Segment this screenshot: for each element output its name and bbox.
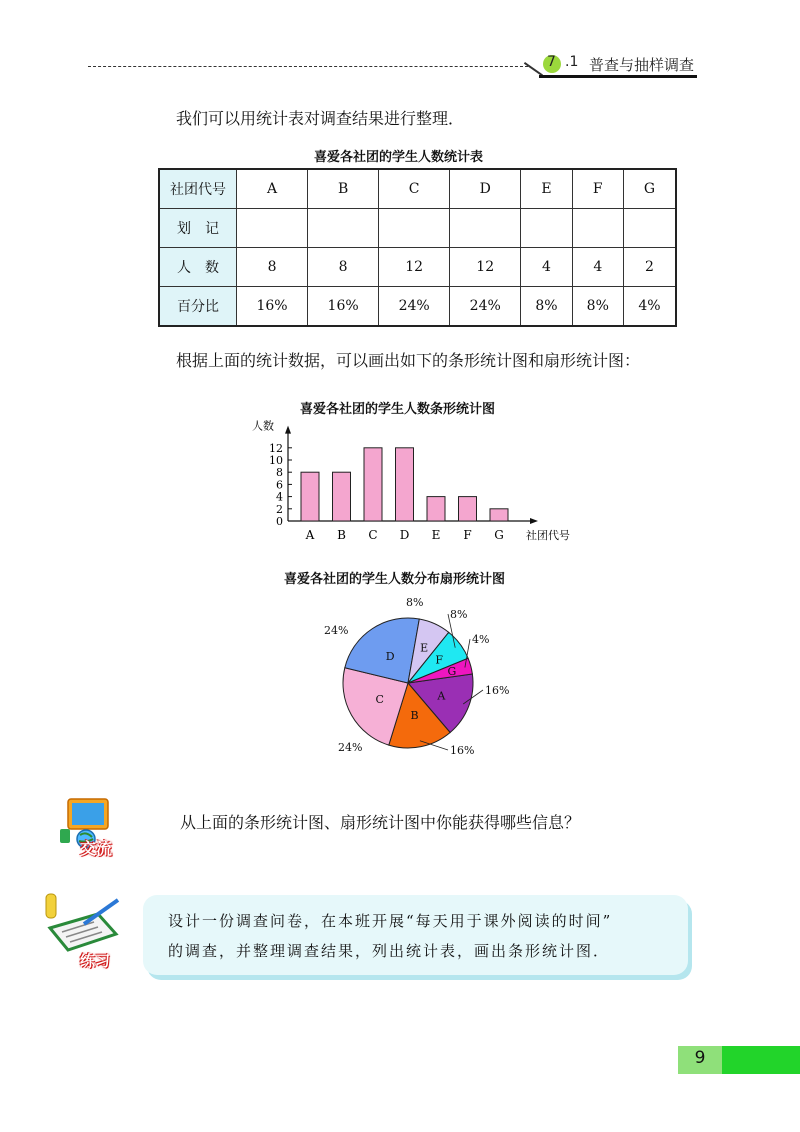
pie-percent-label: 16% xyxy=(485,684,510,697)
table-row-percent xyxy=(159,287,676,327)
percent-cell: 24% xyxy=(450,287,521,327)
y-tick-label: 4 xyxy=(276,490,283,504)
percent-cell: 24% xyxy=(379,287,450,327)
pie-slice-label: D xyxy=(385,649,395,663)
count-cell: 4 xyxy=(521,248,572,287)
section-number: .1 xyxy=(565,54,579,70)
pie-slice-label: C xyxy=(375,693,384,707)
tally-cell xyxy=(308,209,379,248)
statistics-table xyxy=(158,168,677,327)
bar-b xyxy=(333,472,351,521)
bar-c xyxy=(364,448,382,521)
pie-percent-label: 24% xyxy=(324,624,349,637)
practice-line-1: 设计一份调查问卷，在本班开展“每天用于课外阅读的时间” xyxy=(168,912,613,930)
code-cell: B xyxy=(308,169,379,209)
pie-slice-label: E xyxy=(420,641,429,655)
bar-e xyxy=(427,497,445,521)
code-cell: E xyxy=(521,169,572,209)
row-header-count: 人 数 xyxy=(159,248,237,287)
count-cell: 4 xyxy=(572,248,623,287)
pie-percent-label: 8% xyxy=(450,608,468,621)
y-tick-label: 2 xyxy=(276,502,283,516)
code-cell: D xyxy=(450,169,521,209)
count-cell: 2 xyxy=(623,248,676,287)
pie-percent-label: 16% xyxy=(450,744,475,757)
pie-percent-label: 8% xyxy=(406,596,424,609)
percent-cell: 4% xyxy=(623,287,676,327)
bar-d xyxy=(396,448,414,521)
chapter-number: 7 xyxy=(547,54,556,70)
intro-text: 我们可以用统计表对调查结果进行整理． xyxy=(176,109,465,128)
percent-cell: 8% xyxy=(521,287,572,327)
pie-slice-label: A xyxy=(437,689,446,703)
code-cell: A xyxy=(237,169,308,209)
pie-percent-label: 4% xyxy=(472,633,490,646)
bar-chart-title: 喜爱各社团的学生人数条形统计图 xyxy=(300,402,496,417)
y-tick-label: 10 xyxy=(269,454,283,467)
practice-text xyxy=(168,906,683,966)
code-cell: G xyxy=(623,169,676,209)
row-header-percent: 百分比 xyxy=(159,287,237,327)
x-tick-label: B xyxy=(337,528,346,542)
y-axis-arrow xyxy=(285,426,291,434)
x-tick-label: F xyxy=(463,528,472,542)
code-cell: F xyxy=(572,169,623,209)
x-tick-label: E xyxy=(431,528,441,542)
pie-chart-title: 喜爱各社团的学生人数分布扇形统计图 xyxy=(284,572,506,587)
tally-cell xyxy=(572,209,623,248)
pie-slice-label: G xyxy=(447,665,457,679)
exchange-question: 从上面的条形统计图、扇形统计图中你能获得哪些信息？ xyxy=(180,813,581,832)
row-header-code: 社团代号 xyxy=(159,169,237,209)
count-cell: 8 xyxy=(237,248,308,287)
y-axis-label: 人数 xyxy=(252,420,274,433)
practice-label: 练习 xyxy=(80,952,111,970)
y-tick-label: 0 xyxy=(276,515,283,528)
y-tick-label: 8 xyxy=(276,466,283,480)
y-tick-label: 6 xyxy=(276,478,283,492)
bar-f xyxy=(459,497,477,521)
section-title: 普查与抽样调查 xyxy=(589,56,695,74)
x-axis-label: 社团代号 xyxy=(526,529,570,542)
practice-line-2: 的调查，并整理调查结果，列出统计表，画出条形统计图． xyxy=(168,942,611,960)
page-number-stripe xyxy=(722,1046,800,1074)
pie-chart xyxy=(310,588,520,764)
row-header-tally: 划 记 xyxy=(159,209,237,248)
tally-cell xyxy=(379,209,450,248)
count-cell: 12 xyxy=(379,248,450,287)
y-tick-label: 12 xyxy=(269,441,283,455)
percent-cell: 16% xyxy=(308,287,379,327)
tally-cell xyxy=(623,209,676,248)
percent-cell: 16% xyxy=(237,287,308,327)
count-cell: 8 xyxy=(308,248,379,287)
section-header xyxy=(525,52,697,78)
tally-cell xyxy=(450,209,521,248)
table-row-count xyxy=(159,248,676,287)
pie-slice-label: B xyxy=(410,708,419,722)
x-axis-arrow xyxy=(530,518,538,524)
percent-cell: 8% xyxy=(572,287,623,327)
header-underline xyxy=(539,75,697,78)
bar-chart xyxy=(240,420,600,546)
bar-g xyxy=(490,509,508,521)
tally-cell xyxy=(237,209,308,248)
table-row-tally xyxy=(159,209,676,248)
header-dashed-rule xyxy=(88,66,528,67)
pie-slice-label: F xyxy=(435,653,444,667)
tally-cell xyxy=(521,209,572,248)
code-cell: C xyxy=(379,169,450,209)
bar-a xyxy=(301,472,319,521)
x-tick-label: C xyxy=(368,528,378,542)
pie-percent-label: 24% xyxy=(338,741,363,754)
chart-intro-text: 根据上面的统计数据，可以画出如下的条形统计图和扇形统计图： xyxy=(176,351,641,370)
table-title: 喜爱各社团的学生人数统计表 xyxy=(314,150,484,165)
exchange-label: 交流 xyxy=(80,839,113,858)
count-cell: 12 xyxy=(450,248,521,287)
page-number: 9 xyxy=(694,1048,706,1068)
x-tick-label: D xyxy=(399,528,410,542)
table-row-codes xyxy=(159,169,676,209)
x-tick-label: A xyxy=(305,528,315,542)
x-tick-label: G xyxy=(494,528,504,542)
